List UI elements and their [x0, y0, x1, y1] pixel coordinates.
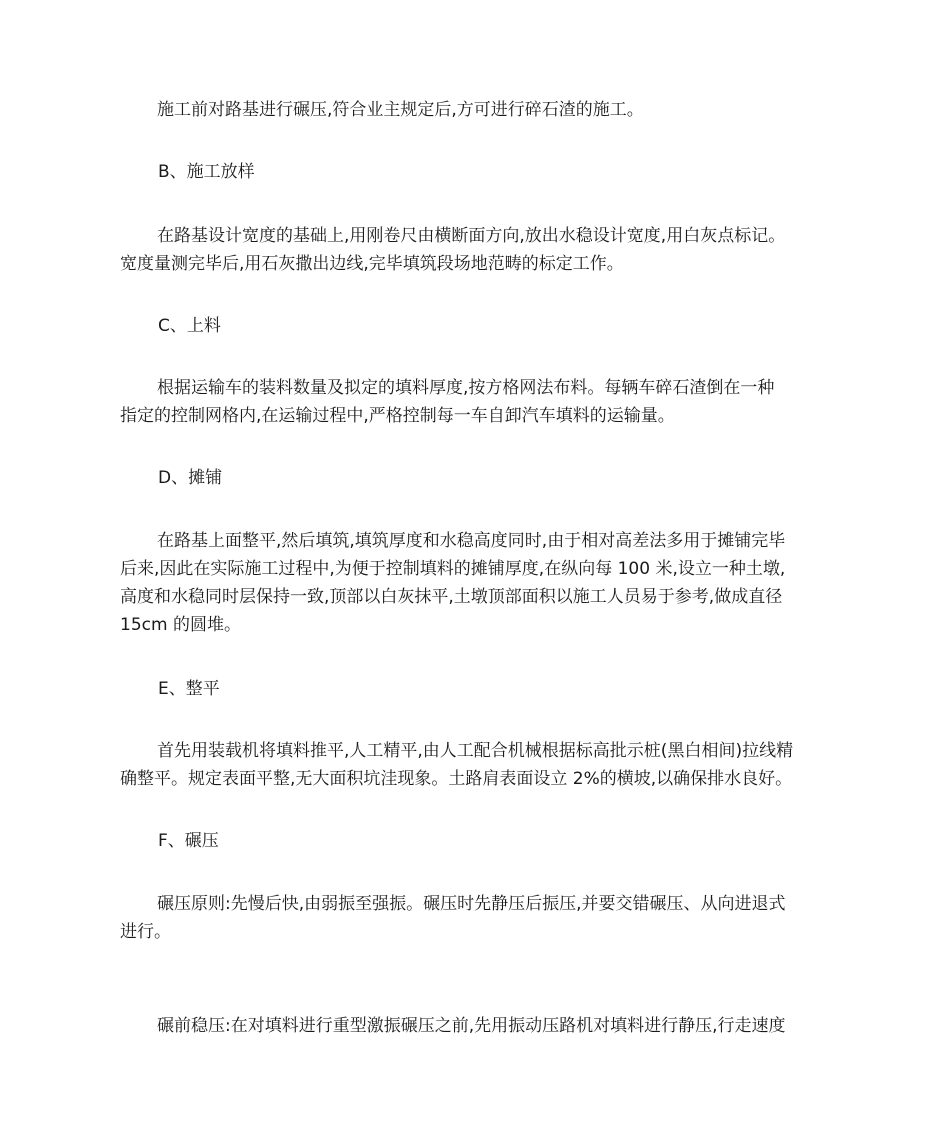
heading-e-leveling: E、整平	[158, 679, 220, 699]
paragraph-line: 高度和水稳同时层保持一致,顶部以白灰抹平,土墩顶部面积以施工人员易于参考,做成直径	[120, 587, 783, 607]
paragraph-spreading	[120, 527, 835, 639]
paragraph-line: 宽度量测完毕后,用石灰撒出边线,完毕填筑段场地范畴的标定工作。	[120, 254, 624, 274]
paragraph-line: 进行。	[120, 922, 171, 942]
paragraph-line: 在路基设计宽度的基础上,用刚卷尺由横断面方向,放出水稳设计宽度,用白灰点标记。	[157, 226, 786, 246]
paragraph-line: 碾压原则:先慢后快,由弱振至强振。碾压时先静压后振压,并要交错碾压、从向进退式	[157, 894, 786, 914]
paragraph-line: 15cm 的圆堆。	[120, 615, 241, 635]
heading-b-setting-out: B、施工放样	[158, 162, 255, 182]
heading-d-spreading: D、摊铺	[158, 468, 223, 488]
paragraph-rolling-before-construction	[120, 96, 835, 124]
paragraph-leveling	[120, 737, 835, 793]
paragraph-loading	[120, 374, 835, 430]
paragraph-line: 首先用装载机将填料推平,人工精平,由人工配合机械根据标高批示桩(黑白相间)拉线精	[157, 741, 794, 761]
paragraph-line: 确整平。规定表面平整,无大面积坑洼现象。土路肩表面设立 2%的横坡,以确保排水良好。	[120, 769, 793, 789]
heading-f-compaction: F、碾压	[158, 831, 219, 851]
paragraph-pre-compaction	[120, 1012, 835, 1040]
paragraph-line: 施工前对路基进行碾压,符合业主规定后,方可进行碎石渣的施工。	[157, 100, 644, 120]
paragraph-line: 在路基上面整平,然后填筑,填筑厚度和水稳高度同时,由于相对高差法多用于摊铺完毕	[157, 531, 786, 551]
paragraph-line: 后来,因此在实际施工过程中,为便于控制填料的摊铺厚度,在纵向每 100 米,设立一种土墩,	[120, 559, 786, 579]
paragraph-line: 指定的控制网格内,在运输过程中,严格控制每一车自卸汽车填料的运输量。	[120, 406, 675, 426]
paragraph-compaction-principle	[120, 890, 835, 946]
paragraph-line: 碾前稳压:在对填料进行重型激振碾压之前,先用振动压路机对填料进行静压,行走速度	[157, 1016, 786, 1036]
heading-c-loading: C、上料	[158, 316, 221, 336]
paragraph-setting-out	[120, 222, 835, 278]
paragraph-line: 根据运输车的装料数量及拟定的填料厚度,按方格网法布料。每辆车碎石渣倒在一种	[157, 378, 775, 398]
